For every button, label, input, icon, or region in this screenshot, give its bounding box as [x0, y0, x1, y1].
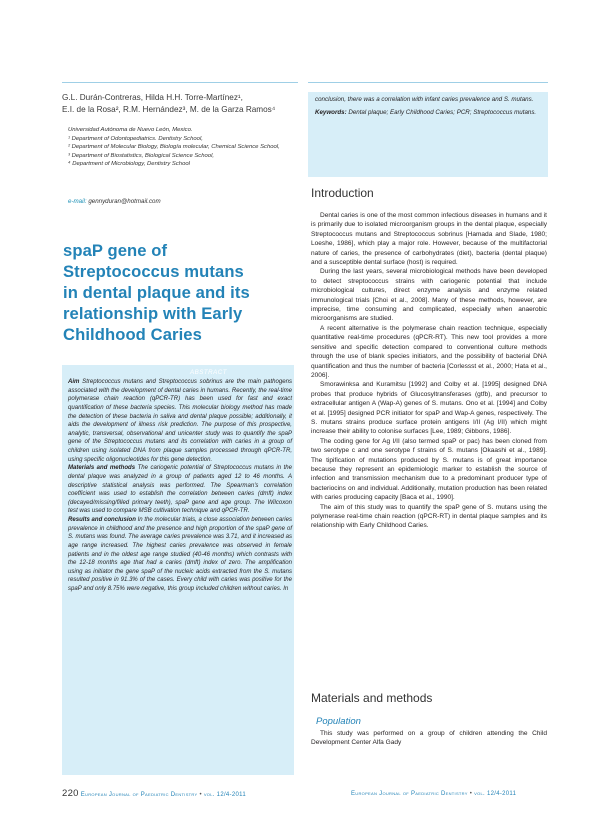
- email-address[interactable]: gennyduran@hotmail.com: [88, 198, 161, 205]
- abstract-body: [68, 378, 292, 594]
- footer-left-journal: European Journal of Paediatric Dentistry: [80, 792, 198, 798]
- abstract-methods-label: Materials and methods: [68, 465, 136, 472]
- title-line-5: Childhood Caries: [63, 325, 202, 344]
- footer-right-bullet: •: [469, 791, 473, 797]
- introduction-body: [311, 211, 547, 531]
- footer-left-bullet: •: [199, 792, 202, 798]
- title-line-3: in dental plaque and its: [63, 283, 250, 302]
- abstract-aim: [68, 378, 292, 464]
- intro-paragraph-2: During the last years, several microbiological methods have been developed to detect streptococcus strains with cariogenic potential that include microbiological cultures, direct enzyme analysis and enzyme related immunological trials [Choi et al., 2008]. Many of these methods, however, are imprecise, time consuming and complicated, especially when anaerobic microorganisms are studied.: [311, 268, 547, 323]
- abstract-aim-label: Aim: [68, 379, 80, 385]
- footer-right: [351, 791, 516, 797]
- abstract-results-label: Results and conclusion: [68, 517, 136, 523]
- affiliation-4: ⁴ Department of Microbiology, Dentistry School: [68, 161, 190, 168]
- affiliation-2: ² Department of Molecular Biology, Biología molecular, Chemical Science School,: [68, 144, 280, 151]
- affiliation-0: Universidad Autónoma de Nuevo León, Mexico.: [68, 127, 193, 133]
- population-subheading: Population: [316, 716, 361, 727]
- methods-heading: Materials and methods: [311, 691, 433, 705]
- email: [68, 198, 161, 205]
- authors-line-2: E.I. de la Rosa², R.M. Hernández³, M. de la Garza Ramos⁴: [62, 104, 276, 114]
- affiliation-1: ¹ Department of Odontopediatrics. Dentistry School,: [68, 135, 203, 142]
- authors-line-1: G.L. Durán-Contreras, Hilda H.H. Torre-Martínez¹,: [62, 93, 243, 102]
- footer-left: [62, 788, 246, 799]
- footer-left-volume: vol. 12/4-2011: [203, 792, 246, 798]
- page-number: 220: [62, 788, 79, 799]
- authors: [62, 92, 302, 115]
- footer-right-journal: European Journal of Paediatric Dentistry: [351, 791, 468, 797]
- methods-paragraph-1: This study was performed on a group of children attending the Child Development Center Alfa Gady: [311, 730, 547, 747]
- keywords: [315, 108, 545, 117]
- abstract-methods: [68, 464, 292, 516]
- affiliation-3: ³ Department of Biostatistics, Biological Science School,: [68, 152, 215, 159]
- methods-body: [311, 729, 547, 748]
- top-rule-left: [62, 82, 298, 83]
- introduction-heading: Introduction: [311, 186, 374, 200]
- keywords-label: Keywords:: [315, 109, 347, 116]
- top-rule-right: [308, 82, 548, 83]
- abstract-conclusion-continued: conclusion, there was a correlation with infant caries prevalence and S. mutans.: [315, 96, 534, 103]
- affiliations: [68, 126, 298, 169]
- abstract-results: [68, 516, 292, 594]
- title-line-4: relationship with Early: [63, 304, 243, 323]
- keywords-text: Dental plaque; Early Childhood Caries; PCR; Streptococcus mutans.: [346, 109, 537, 116]
- title-line-2: Streptococcus mutans: [63, 262, 244, 281]
- intro-paragraph-6: The aim of this study was to quantify the spaP gene of S. mutans using the polymerase real-time chain reaction (qPCR-RT) in dental plaque samples and its relationship with Early Childhood Caries.: [311, 503, 547, 530]
- intro-paragraph-1: Dental caries is one of the most common infectious diseases in humans and it is primarily due to isolated microorganism groups in the dental plaque, especially Streptococcus mutans and Streptococcus sobrinus [Hamada and Slade, 1980; Loeshe, 1986], which play a major role. However, because of the multifactorial nature of caries, the presence of carbohydrates (diet), bacteria (dental plaque) and a susceptible dental surface (host) is required.: [311, 212, 547, 267]
- abstract-label: ABSTRACT: [190, 369, 228, 376]
- intro-paragraph-4: Smorawinksa and Kuramitsu [1992] and Colby et al. [1995] designed DNA probes that produce hybrids of Glucosyltransferases (gtfb), and precursor to extracellular antigen A (Wap-A) genes of S. mutans. Ono et al. [1994] and Colby et al. [1995] designed PCR initiator for spaP and Wap-A genes, respectively. The S. mutans strains produce surface protein antigens I/II (Ag I/II) which might increase their ability to colonise surfaces [Lee, 1989; Gibbons, 1986].: [311, 381, 547, 436]
- keywords-box-text: [315, 95, 545, 121]
- title-line-1: spaP gene of: [63, 241, 168, 260]
- email-label: e-mail:: [68, 198, 87, 205]
- intro-paragraph-5: The coding gene for Ag I/II (also termed spaP or pac) has been cloned from two serotype c and one serotype f strains of S. mutans [Okaashi et al., 1989]. The tipification of mutations produced by S. mutans is of great importance because they represent an epidemiologic marker to establish the source of infection and transmission mechanism due to a predominant producer type of bacteriocins on and individual. Additionally, mutation production has been related with caries producing capacity [Baca et al., 1990].: [311, 437, 547, 502]
- abstract-results-text: In the molecular trials, a close association between caries prevalence in childhood and the presence and high proportion of the spaP gene of S. mutans was found. The average caries prevalence was 3.71, and it increased as age range increased. The highest caries prevalence was observed in female patients and in the oldest age range studied (40-46 months) which contrasts with the 12-18 months age that had a caries (dmft) index of zero. The amplification using as initiator the gene spaP of the nucleic acids extracted from the S. mutans resulted positive in 91.3% of the cases. Every child with caries was positive for the spaP and only 8.75% were negative, this group included children without caries. In: [68, 517, 292, 592]
- article-title: [63, 240, 313, 345]
- intro-paragraph-3: A recent alternative is the polymerase chain reaction technique, especially quantitative real-time procedures (qPCR-RT). This new tool provides a more sensitive and specific detection compared to conventional culture methods through the use of blank species initiators, and the possibility of bacterial DNA quantification and thus the number of bacteria [Corlessst et al., 2000; Hata et al., 2006].: [311, 324, 547, 379]
- abstract-methods-text: The cariogenic potential of Streptococcus mutans in the dental plaque was analyzed in a group of patients aged 12 to 46 months. A descriptive statistical analysis was performed. The Spearman's correlation coefficient was used to establish the correlation between caries (dmft) index (decayed/missing/filled primary teeth), spaP gene and age group. The Wilcoxon test was used to compare MSB cultivation technique and qPCR-TR.: [68, 465, 292, 515]
- abstract-aim-text: Streptococcus mutans and Streptococcus sobrinus are the main pathogens associated with the development of dental caries in humans. Recently, the real-time polymerase chain reaction (qPCR-TR) has been used for fast and exact quantification of these bacteria species. This molecular biology method has made the detection of these bacteria in saliva and dental plaque possible; additionally, it aids the development of illness risk prediction. The purpose of this prospective, analytic, transversal, observational and unicenter study was to quantify the spaP gene of the Streptococcus mutans and its correlation with caries in a group of children using isolated DNA from plaque samples processed through qPCR-TR, using specific oligonucleotides for this gene detection.: [68, 379, 292, 463]
- footer-right-volume: vol. 12/4-2011: [474, 791, 517, 797]
